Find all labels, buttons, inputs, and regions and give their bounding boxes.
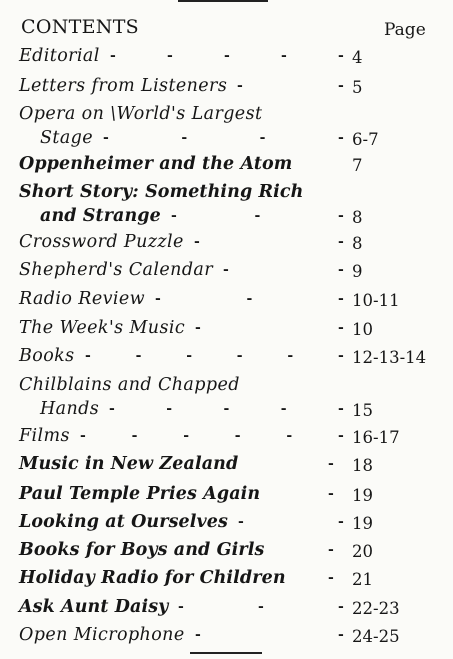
entry-title: Oppenheimer and the Atom: [19, 154, 293, 174]
entry-title: Paul Temple Pries Again: [19, 484, 261, 504]
entry-page-number: 20: [352, 542, 373, 561]
entry-page-number: 8: [352, 234, 363, 253]
entry-page-number: 9: [352, 262, 363, 281]
entry-page-number: 5: [352, 78, 363, 97]
entry-title: Chilblains and Chapped: [19, 375, 240, 395]
entry-title: Holiday Radio for Children: [19, 568, 286, 588]
entry-page-number: 21: [352, 570, 373, 589]
entry-page-number: 22-23: [352, 599, 400, 618]
dot-leader: - - - -: [103, 130, 344, 146]
entry-title: Open Microphone: [19, 625, 185, 645]
top-rule: [178, 0, 268, 2]
entry-title-continued: and Strange: [40, 206, 161, 226]
entry-title-continued: Stage: [40, 128, 94, 148]
dot-leader: - - -: [155, 291, 344, 307]
dot-leader: - -: [195, 320, 344, 336]
entry-page-number: 4: [352, 48, 363, 67]
entry-page-number: 7: [352, 156, 363, 175]
dot-leader: - - - - - -: [85, 348, 344, 364]
contents-heading: CONTENTS: [21, 16, 139, 38]
entry-title: Shepherd's Calendar: [19, 260, 214, 280]
dot-leader: -: [328, 486, 334, 502]
entry-page-number: 18: [352, 456, 373, 475]
entry-title: Ask Aunt Daisy: [19, 597, 169, 617]
entry-page-number: 19: [352, 486, 373, 505]
dot-leader: - -: [237, 78, 344, 94]
entry-title: Editorial: [19, 46, 100, 66]
dot-leader: - -: [238, 514, 344, 530]
entry-page-number: 24-25: [352, 627, 400, 646]
dot-leader: - - - - -: [110, 48, 344, 64]
dot-leader: - - -: [178, 599, 344, 615]
dot-leader: -: [328, 542, 334, 558]
entry-title: Crossword Puzzle: [19, 232, 184, 252]
entry-page-number: 15: [352, 401, 373, 420]
dot-leader: -: [328, 570, 334, 586]
entry-title: Looking at Ourselves: [19, 512, 228, 532]
entry-page-number: 10: [352, 320, 373, 339]
dot-leader: -: [328, 456, 334, 472]
entry-page-number: 12-13-14: [352, 348, 427, 367]
entry-title: Short Story: Something Rich: [19, 182, 304, 202]
entry-title: Radio Review: [19, 289, 146, 309]
entry-title: Books: [19, 346, 75, 366]
dot-leader: - - -: [171, 208, 344, 224]
entry-title: The Week's Music: [19, 318, 186, 338]
entry-page-number: 8: [352, 208, 363, 227]
dot-leader: - - - - - -: [80, 428, 344, 444]
entry-page-number: 10-11: [352, 291, 400, 310]
entry-title-continued: Hands: [40, 399, 100, 419]
entry-page-number: 6-7: [352, 130, 379, 149]
entry-page-number: 19: [352, 514, 373, 533]
entry-title: Music in New Zealand: [19, 454, 239, 474]
entry-title: Letters from Listeners: [19, 76, 228, 96]
dot-leader: - - - - -: [109, 401, 344, 417]
dot-leader: - -: [194, 234, 344, 250]
bottom-rule: [190, 652, 262, 654]
dot-leader: - -: [223, 262, 344, 278]
entry-page-number: 16-17: [352, 428, 400, 447]
dot-leader: - -: [195, 627, 344, 643]
page-column-heading: Page: [384, 20, 426, 40]
entry-title: Films: [19, 426, 70, 446]
entry-title: Books for Boys and Girls: [19, 540, 265, 560]
entry-title: Opera on \World's Largest: [19, 104, 263, 124]
